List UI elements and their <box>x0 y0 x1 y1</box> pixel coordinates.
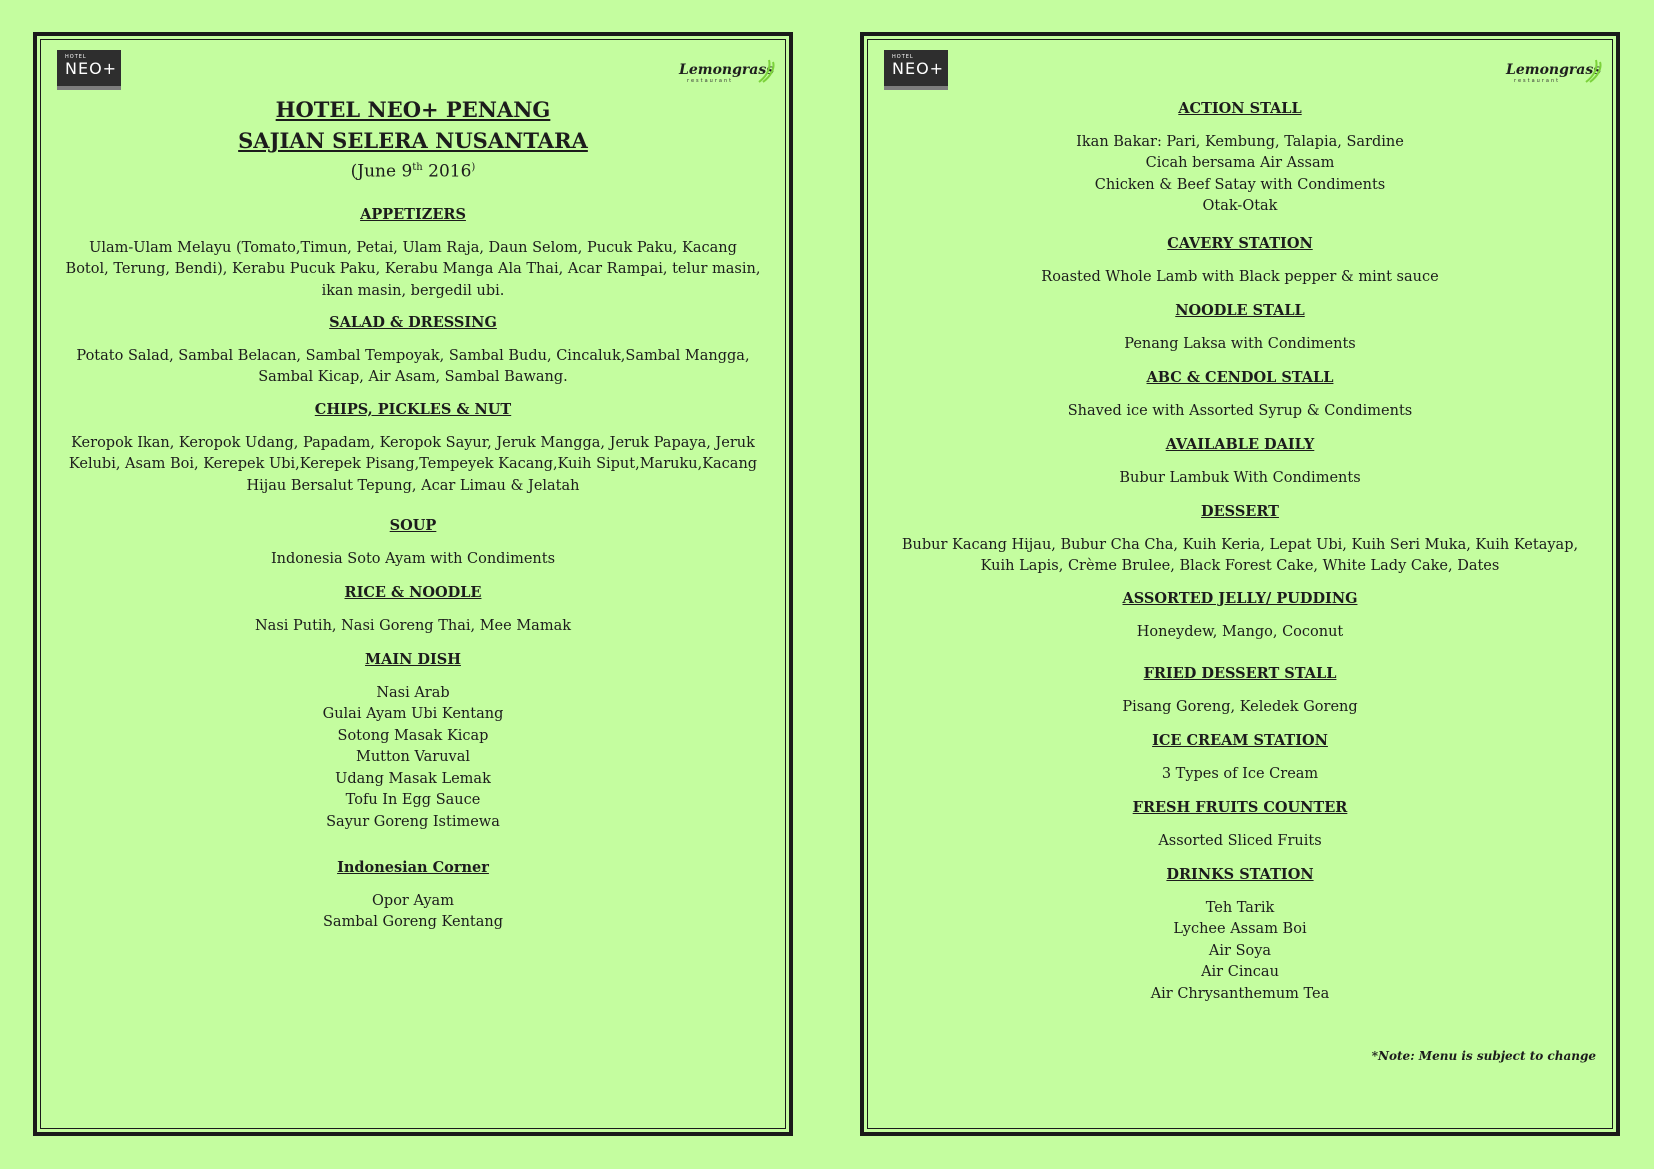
menu-item-line: Sayur Goreng Istimewa <box>326 813 500 830</box>
menu-item-line: Chicken & Beef Satay with Condiments <box>1094 176 1386 193</box>
menu-item-line: Sambal Goreng Kentang <box>322 914 503 930</box>
section-heading: AVAILABLE DAILY <box>1165 436 1315 453</box>
menu-section <box>57 649 769 833</box>
menu-section <box>884 233 1596 288</box>
menu-page-left <box>33 32 793 1136</box>
menu-section <box>884 797 1596 852</box>
menu-item-line: Ikan Bakar: Pari, Kembung, Talapia, Sardine <box>1076 133 1404 150</box>
menu-item-line: Bubur Lambuk With Condiments <box>1119 469 1361 486</box>
section-heading: DESSERT <box>1201 503 1279 520</box>
leaf-icon <box>1582 58 1602 84</box>
menu-date: (June 9th 2016) <box>350 161 476 182</box>
section-heading: RICE & NOODLE <box>344 584 482 601</box>
section-heading: FRESH FRUITS COUNTER <box>1132 799 1348 816</box>
lemongrass-wordmark: Lemongrass <box>1506 62 1602 78</box>
menu-item-line: Ulam-Ulam Melayu (Tomato,Timun, Petai, Ulam Raja, Daun Selom, Pucuk Paku, Kacang <box>89 239 737 256</box>
menu-item-line: Honeydew, Mango, Coconut <box>1136 623 1344 640</box>
menu-item-line: Roasted Whole Lamb with Black pepper & mint sauce <box>1041 268 1439 285</box>
menu-section <box>57 312 769 389</box>
section-heading: ASSORTED JELLY/ PUDDING <box>1122 590 1358 607</box>
menu-item-line: Sotong Masak Kicap <box>337 727 489 744</box>
section-heading: DRINKS STATION <box>1166 866 1314 883</box>
section-heading: NOODLE STALL <box>1175 302 1305 319</box>
menu-item-line: Nasi Arab <box>376 684 450 701</box>
menu-section <box>57 399 769 497</box>
menu-item-line: Indonesia Soto Ayam with Condiments <box>270 550 556 567</box>
menu-section <box>884 501 1596 578</box>
menu-section <box>884 434 1596 489</box>
menu-title-2: SAJIAN SELERA NUSANTARA <box>238 128 588 153</box>
menu-page-right <box>860 32 1620 1136</box>
section-heading: CHIPS, PICKLES & NUT <box>314 401 512 418</box>
menu-section <box>884 864 1596 1005</box>
menu-item-line: Botol, Terung, Bendi), Kerabu Pucuk Paku, Kerabu Manga Ala Thai, Acar Rampai, telur masin, <box>65 261 761 277</box>
lemongrass-logo <box>679 58 775 86</box>
logo-big-text: NEO+ <box>892 59 945 78</box>
menu-item-line: Air Chrysanthemum Tea <box>1150 985 1330 1002</box>
menu-item-line: ikan masin, bergedil ubi. <box>321 282 505 299</box>
menu-section <box>57 582 769 637</box>
lemongrass-subtext: restaurant <box>1514 78 1561 84</box>
menu-section <box>884 98 1596 218</box>
menu-item-line: Shaved ice with Assorted Syrup & Condiments <box>1067 402 1413 419</box>
menu-item-line: Tofu In Egg Sauce <box>345 792 481 808</box>
menu-section <box>57 204 769 302</box>
section-heading: Indonesian Corner <box>337 859 489 876</box>
menu-item-line: Lychee Assam Boi <box>1173 921 1307 937</box>
section-heading: APPETIZERS <box>360 206 466 223</box>
menu-item-line: Nasi Putih, Nasi Goreng Thai, Mee Mamak <box>254 617 571 634</box>
menu-item-line: Cicah bersama Air Assam <box>1145 155 1335 171</box>
logo-small-text: HOTEL <box>892 54 914 60</box>
lemongrass-logo <box>1506 58 1602 86</box>
menu-item-line: Penang Laksa with Condiments <box>1124 335 1356 352</box>
lemongrass-wordmark: Lemongrass <box>679 62 775 78</box>
menu-section <box>57 515 769 570</box>
menu-item-line: Sambal Kicap, Air Asam, Sambal Bawang. <box>258 369 568 385</box>
section-heading: ICE CREAM STATION <box>1152 732 1328 749</box>
menu-section <box>884 367 1596 422</box>
menu-item-line: Kelubi, Asam Boi, Kerepek Ubi,Kerepek Pisang,Tempeyek Kacang,Kuih Siput,Maruku,Kacang <box>68 456 758 472</box>
menu-item-line: Pisang Goreng, Keledek Goreng <box>1122 698 1358 715</box>
section-heading: CAVERY STATION <box>1167 235 1313 252</box>
menu-item-line: Otak-Otak <box>1202 198 1278 214</box>
menu-item-line: Potato Salad, Sambal Belacan, Sambal Tempoyak, Sambal Budu, Cincaluk,Sambal Mangga, <box>76 347 750 364</box>
menu-item-line: Air Soya <box>1208 942 1272 959</box>
menu-item-line: Kuih Lapis, Crème Brulee, Black Forest Cake, White Lady Cake, Dates <box>980 558 1500 574</box>
section-heading: SOUP <box>389 517 437 534</box>
leaf-icon <box>755 58 775 84</box>
hotel-neo-logo <box>884 50 948 90</box>
menu-title-block <box>57 94 769 184</box>
menu-section <box>884 588 1596 643</box>
section-heading: MAIN DISH <box>365 651 461 668</box>
menu-item-line: Udang Masak Lemak <box>335 770 491 787</box>
menu-item-line: Hijau Bersalut Tepung, Acar Limau & Jelatah <box>246 477 580 494</box>
menu-item-line: Air Cincau <box>1201 964 1279 980</box>
section-heading: ACTION STALL <box>1178 100 1302 117</box>
menu-item-line: Teh Tarik <box>1205 899 1275 916</box>
section-heading: FRIED DESSERT STALL <box>1143 665 1337 682</box>
menu-title-1: HOTEL NEO+ PENANG <box>275 97 551 122</box>
menu-item-line: Mutton Varuval <box>355 749 471 765</box>
menu-section <box>884 730 1596 785</box>
menu-section <box>57 857 769 934</box>
logo-small-text: HOTEL <box>65 54 87 60</box>
hotel-neo-logo <box>57 50 121 90</box>
menu-section <box>884 300 1596 355</box>
menu-item-line: Keropok Ikan, Keropok Udang, Papadam, Keropok Sayur, Jeruk Mangga, Jeruk Papaya, Jeruk <box>71 434 755 451</box>
section-heading: SALAD & DRESSING <box>329 314 497 331</box>
menu-note: *Note: Menu is subject to change <box>1371 1049 1596 1063</box>
section-heading: ABC & CENDOL STALL <box>1146 369 1334 386</box>
menu-item-line: Bubur Kacang Hijau, Bubur Cha Cha, Kuih Keria, Lepat Ubi, Kuih Seri Muka, Kuih Ketayap, <box>901 536 1579 553</box>
logo-big-text: NEO+ <box>65 59 118 78</box>
menu-item-line: Opor Ayam <box>372 892 454 909</box>
menu-item-line: 3 Types of Ice Cream <box>1161 765 1319 782</box>
menu-section <box>884 663 1596 718</box>
lemongrass-subtext: restaurant <box>687 78 734 84</box>
menu-item-line: Assorted Sliced Fruits <box>1158 832 1322 849</box>
menu-item-line: Gulai Ayam Ubi Kentang <box>322 706 504 722</box>
